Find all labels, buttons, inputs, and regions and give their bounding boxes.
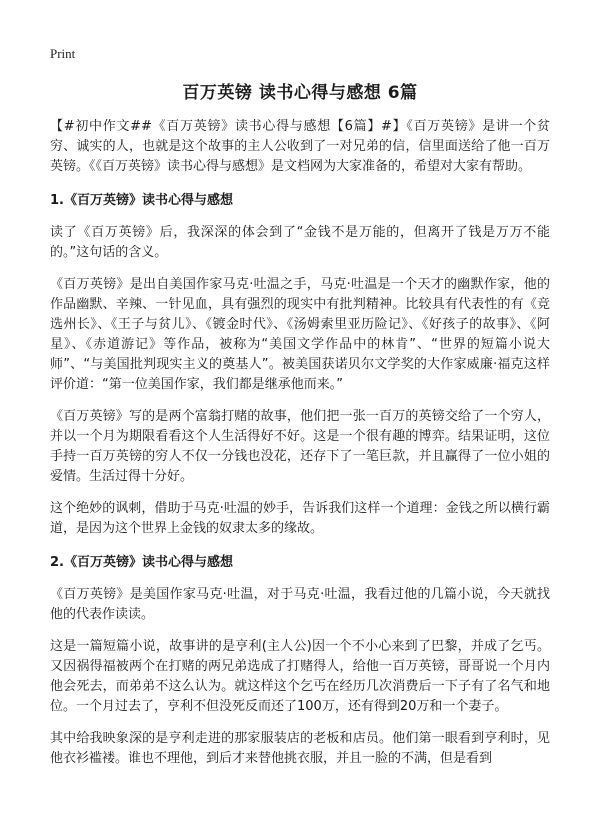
document-title: 百万英镑 读书心得与感想 6篇	[182, 83, 418, 103]
paragraph: 这个绝妙的讽刺，借助于马克·吐温的妙手，告诉我们这样一个道理：金钱之所以横行霸道，是因为这个世界上金钱的奴隶太多的缘故。	[50, 501, 550, 536]
section-heading: 2.《百万英镑》读书心得与感想	[50, 555, 233, 570]
paragraph: 其中给我映象深的是亨利走进的那家服装店的老板和店员。他们第一眼看到亨利时，见他衣衫褴褛。谁也不理他，到后才来替他挑衣服，并且一脸的不满，但是看到	[50, 731, 550, 766]
paragraph: 《百万英镑》是出自美国作家马克·吐温之手，马克·吐温是一个天才的幽默作家，他的作品幽默、辛辣、一针见血，具有强烈的现实中有批判精神。比较具有代表性的有《竞选州长》、《王子与贫儿》、《镀金时代》、《汤姆索里亚历险记》、《好孩子的故事》、《阿星》、《赤道游记》等作品，被称为“美国文学作品中的林肯”、“世界的短篇小说大师”、“与美国批判现实主义的奠基人”。被美国获诺贝尔文学奖的大作家威廉·福克这样评价道：“第一位美国作家，我们都是继承他而来。”	[50, 277, 550, 392]
paragraph: 这是一篇短篇小说，故事讲的是亨利(主人公)因一个不小心来到了巴黎，并成了乞丐。又因祸得福被两个在打赌的两兄弟选成了打赌得人，给他一百万英镑，哥哥说一个月内他会死去，而弟弟不这么认为。就这样这个乞丐在经历几次消费后一下子有了名气和地位。一个月过去了，亨利不但没死反而还了100万，还有得到20万和一个妻子。	[50, 639, 550, 714]
section-heading: 1.《百万英镑》读书心得与感想	[50, 193, 233, 208]
print-label[interactable]: Print	[50, 46, 76, 61]
paragraph: 《百万英镑》写的是两个富翁打赌的故事，他们把一张一百万的英镑交给了一个穷人，并以一个月为期限看看这个人生活得好不好。这是一个很有趣的博弈。结果证明，这位手持一百万英镑的穷人不仅一分钱也没花，还存下了一笔巨款，并且赢得了一位小姐的爱情。生活过得十分好。	[50, 409, 550, 484]
document-page	[50, 70, 550, 781]
intro-paragraph: 【#初中作文##《百万英镑》读书心得与感想【6篇】#】《百万英镑》是讲一个贫穷、诚实的人，也就是这个故事的主人公收到了一对兄弟的信，信里面送给了他一百万英镑。《《百万英镑》读书心得与感想》是文档网为大家准备的，希望对大家有帮助。	[50, 119, 550, 174]
paragraph: 读了《百万英镑》后，我深深的体会到了“金钱不是万能的，但离开了钱是万万不能的。”这句话的含义。	[50, 225, 550, 260]
paragraph: 《百万英镑》是美国作家马克·吐温，对于马克·吐温，我看过他的几篇小说，今天就找他的代表作读读。	[50, 587, 550, 622]
